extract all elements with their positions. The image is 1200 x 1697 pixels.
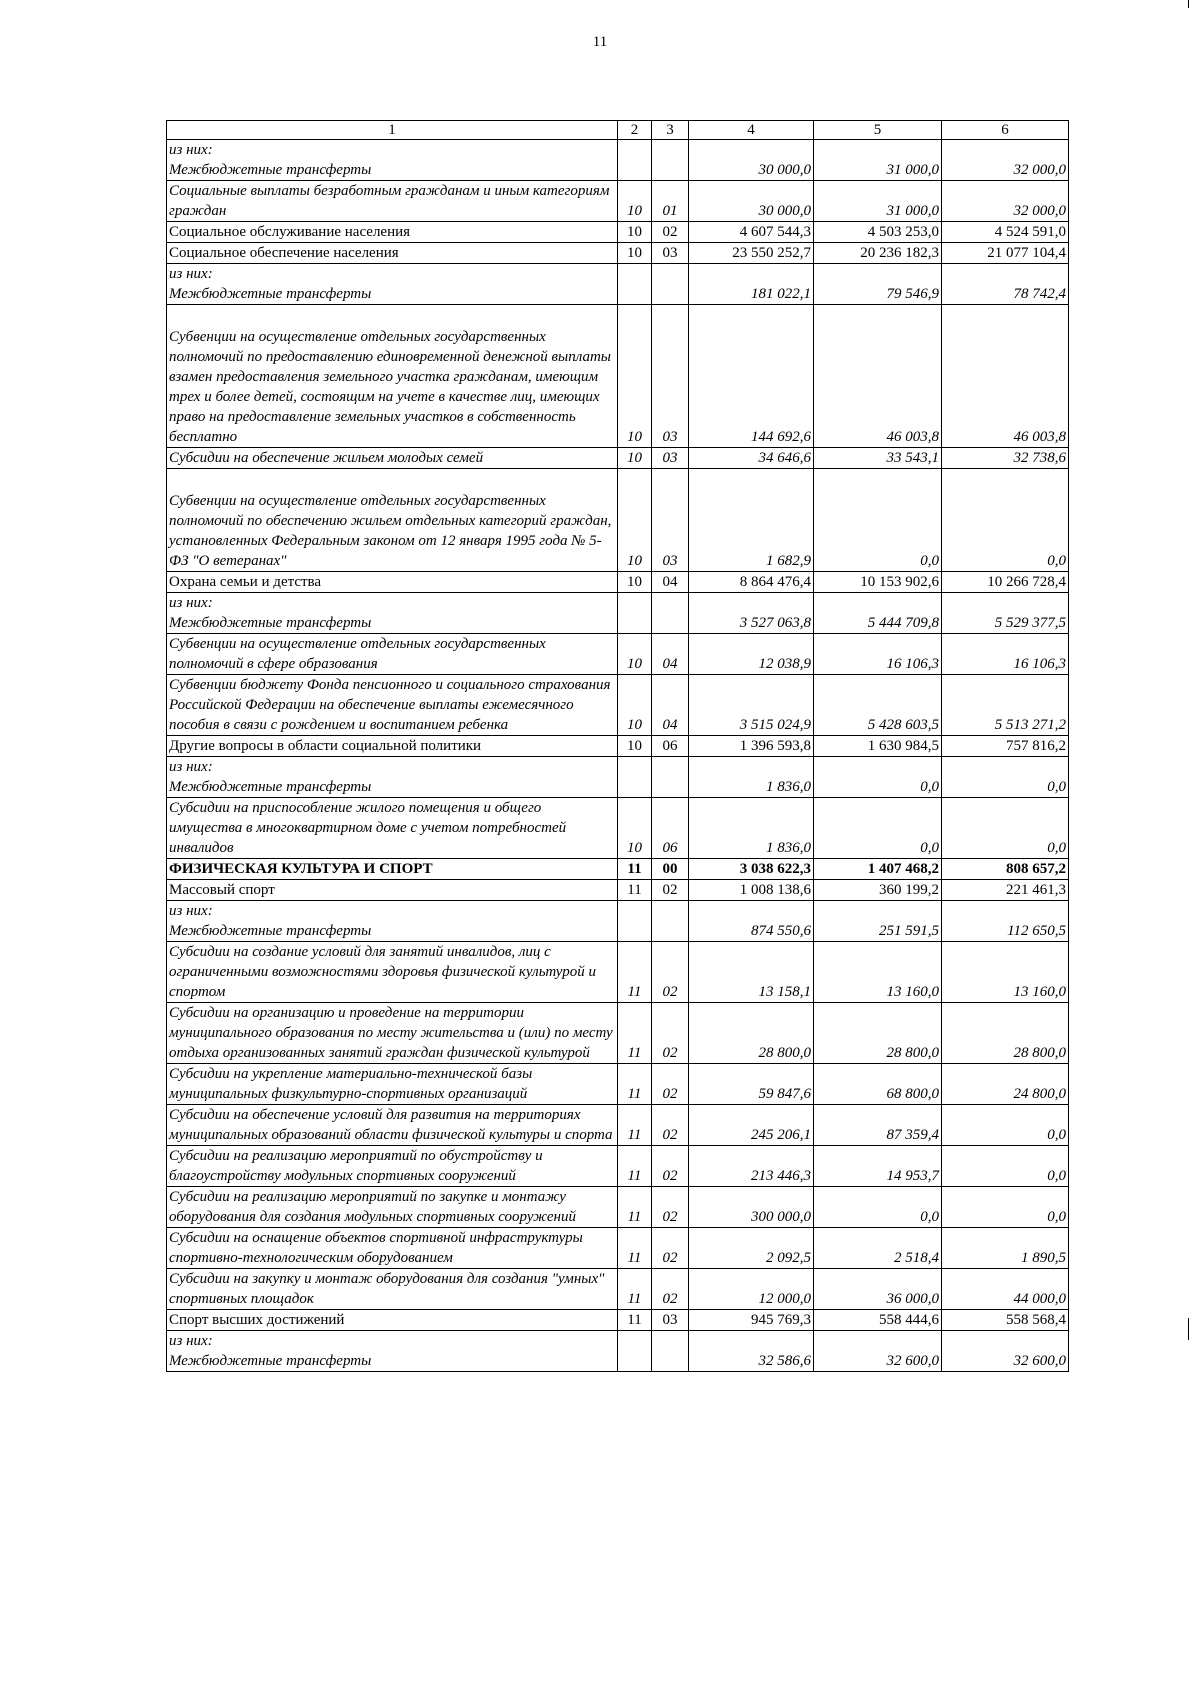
amount-col5-cell: 16 106,3 bbox=[814, 634, 942, 675]
section-code-cell: 10 bbox=[618, 634, 652, 675]
row-name-cell: Социальное обеспечение населения bbox=[167, 243, 618, 264]
amount-col5-cell: 10 153 902,6 bbox=[814, 572, 942, 593]
section-code-cell: 11 bbox=[618, 1064, 652, 1105]
amount-col4-cell: 1 396 593,8 bbox=[689, 736, 814, 757]
amount-col4-cell: 12 000,0 bbox=[689, 1269, 814, 1310]
section-code-cell: 11 bbox=[618, 1105, 652, 1146]
subsection-code-cell: 03 bbox=[652, 305, 689, 448]
amount-col6-cell: 21 077 104,4 bbox=[942, 243, 1069, 264]
table-row bbox=[167, 593, 1069, 634]
subsection-code-cell: 02 bbox=[652, 880, 689, 901]
table-row bbox=[167, 469, 1069, 572]
subsection-code-cell: 03 bbox=[652, 1310, 689, 1331]
row-name-cell: Социальное обслуживание населения bbox=[167, 222, 618, 243]
subsection-code-cell: 03 bbox=[652, 448, 689, 469]
section-code-cell: 11 bbox=[618, 859, 652, 880]
amount-col4-cell: 12 038,9 bbox=[689, 634, 814, 675]
amount-col6-cell: 32 000,0 bbox=[942, 181, 1069, 222]
section-code-cell: 10 bbox=[618, 572, 652, 593]
amount-col5-cell: 13 160,0 bbox=[814, 942, 942, 1003]
subsection-code-cell: 02 bbox=[652, 1003, 689, 1064]
row-name-cell: Субсидии на укрепление материально-технической базы муниципальных физкультурно-спортивных организаций bbox=[167, 1064, 618, 1105]
table-row bbox=[167, 1146, 1069, 1187]
amount-col6-cell: 46 003,8 bbox=[942, 305, 1069, 448]
table-row bbox=[167, 1228, 1069, 1269]
table-row bbox=[167, 1003, 1069, 1064]
amount-col4-cell: 2 092,5 bbox=[689, 1228, 814, 1269]
amount-col4-cell: 1 836,0 bbox=[689, 757, 814, 798]
amount-col5-cell: 33 543,1 bbox=[814, 448, 942, 469]
table-row bbox=[167, 572, 1069, 593]
amount-col6-cell: 1 890,5 bbox=[942, 1228, 1069, 1269]
table-row bbox=[167, 222, 1069, 243]
section-code-cell: 10 bbox=[618, 675, 652, 736]
table-row bbox=[167, 798, 1069, 859]
section-code-cell: 11 bbox=[618, 942, 652, 1003]
section-code-cell: 10 bbox=[618, 736, 652, 757]
row-name-cell: Субвенции на осуществление отдельных государственных полномочий по обеспечению жильем отдельных категорий граждан, установленных Федеральным законом от 12 января 1995 года № 5-ФЗ "О ветеранах" bbox=[167, 469, 618, 572]
table-row bbox=[167, 140, 1069, 181]
amount-col6-cell: 4 524 591,0 bbox=[942, 222, 1069, 243]
amount-col4-cell: 181 022,1 bbox=[689, 264, 814, 305]
subsection-code-cell: 06 bbox=[652, 736, 689, 757]
row-name-cell: Субвенции на осуществление отдельных государственных полномочий в сфере образования bbox=[167, 634, 618, 675]
row-name-cell: Субсидии на обеспечение жильем молодых семей bbox=[167, 448, 618, 469]
row-name-cell: из них: Межбюджетные трансферты bbox=[167, 264, 618, 305]
amount-col5-cell: 20 236 182,3 bbox=[814, 243, 942, 264]
section-code-cell: 11 bbox=[618, 1187, 652, 1228]
table-row bbox=[167, 305, 1069, 448]
section-code-cell: 10 bbox=[618, 469, 652, 572]
row-name-cell: Субсидии на реализацию мероприятий по обустройству и благоустройству модульных спортивных сооружений bbox=[167, 1146, 618, 1187]
amount-col5-cell: 36 000,0 bbox=[814, 1269, 942, 1310]
amount-col5-cell: 14 953,7 bbox=[814, 1146, 942, 1187]
scan-edge-mark-bottom bbox=[1188, 1318, 1189, 1340]
subsection-code-cell: 02 bbox=[652, 1146, 689, 1187]
subsection-code-cell: 02 bbox=[652, 1228, 689, 1269]
subsection-code-cell bbox=[652, 1331, 689, 1372]
amount-col5-cell: 2 518,4 bbox=[814, 1228, 942, 1269]
subsection-code-cell bbox=[652, 264, 689, 305]
amount-col6-cell: 13 160,0 bbox=[942, 942, 1069, 1003]
amount-col6-cell: 558 568,4 bbox=[942, 1310, 1069, 1331]
subsection-code-cell: 03 bbox=[652, 243, 689, 264]
amount-col5-cell: 28 800,0 bbox=[814, 1003, 942, 1064]
amount-col4-cell: 874 550,6 bbox=[689, 901, 814, 942]
amount-col6-cell: 5 513 271,2 bbox=[942, 675, 1069, 736]
subsection-code-cell: 04 bbox=[652, 572, 689, 593]
amount-col6-cell: 78 742,4 bbox=[942, 264, 1069, 305]
amount-col4-cell: 34 646,6 bbox=[689, 448, 814, 469]
amount-col6-cell: 0,0 bbox=[942, 1187, 1069, 1228]
amount-col5-cell: 1 630 984,5 bbox=[814, 736, 942, 757]
table-row bbox=[167, 1187, 1069, 1228]
section-code-cell: 11 bbox=[618, 1146, 652, 1187]
amount-col4-cell: 30 000,0 bbox=[689, 181, 814, 222]
amount-col4-cell: 59 847,6 bbox=[689, 1064, 814, 1105]
table-row bbox=[167, 243, 1069, 264]
section-code-cell: 10 bbox=[618, 222, 652, 243]
row-name-cell: из них: Межбюджетные трансферты bbox=[167, 140, 618, 181]
row-name-cell: из них: Межбюджетные трансферты bbox=[167, 901, 618, 942]
section-code-cell: 11 bbox=[618, 1310, 652, 1331]
amount-col5-cell: 68 800,0 bbox=[814, 1064, 942, 1105]
amount-col4-cell: 1 008 138,6 bbox=[689, 880, 814, 901]
header-cell: 4 bbox=[689, 121, 814, 140]
amount-col4-cell: 23 550 252,7 bbox=[689, 243, 814, 264]
amount-col5-cell: 5 444 709,8 bbox=[814, 593, 942, 634]
scan-edge-mark-top bbox=[1188, 0, 1189, 8]
subsection-code-cell bbox=[652, 901, 689, 942]
row-name-cell: Другие вопросы в области социальной политики bbox=[167, 736, 618, 757]
section-code-cell: 10 bbox=[618, 798, 652, 859]
amount-col4-cell: 945 769,3 bbox=[689, 1310, 814, 1331]
row-name-cell: Субвенции бюджету Фонда пенсионного и социального страхования Российской Федерации на обеспечение выплаты ежемесячного пособия в связи с рождением и воспитанием ребенка bbox=[167, 675, 618, 736]
table-row bbox=[167, 181, 1069, 222]
table-row bbox=[167, 1105, 1069, 1146]
table-row bbox=[167, 675, 1069, 736]
amount-col6-cell: 32 000,0 bbox=[942, 140, 1069, 181]
amount-col5-cell: 32 600,0 bbox=[814, 1331, 942, 1372]
table-body bbox=[167, 140, 1069, 1372]
amount-col6-cell: 0,0 bbox=[942, 798, 1069, 859]
amount-col6-cell: 808 657,2 bbox=[942, 859, 1069, 880]
amount-col6-cell: 0,0 bbox=[942, 469, 1069, 572]
amount-col6-cell: 10 266 728,4 bbox=[942, 572, 1069, 593]
section-code-cell bbox=[618, 140, 652, 181]
amount-col5-cell: 0,0 bbox=[814, 469, 942, 572]
amount-col4-cell: 245 206,1 bbox=[689, 1105, 814, 1146]
amount-col4-cell: 30 000,0 bbox=[689, 140, 814, 181]
amount-col6-cell: 32 738,6 bbox=[942, 448, 1069, 469]
amount-col6-cell: 28 800,0 bbox=[942, 1003, 1069, 1064]
row-name-cell: Спорт высших достижений bbox=[167, 1310, 618, 1331]
subsection-code-cell: 04 bbox=[652, 675, 689, 736]
amount-col5-cell: 360 199,2 bbox=[814, 880, 942, 901]
amount-col4-cell: 3 527 063,8 bbox=[689, 593, 814, 634]
amount-col5-cell: 251 591,5 bbox=[814, 901, 942, 942]
subsection-code-cell bbox=[652, 593, 689, 634]
subsection-code-cell: 01 bbox=[652, 181, 689, 222]
row-name-cell: Охрана семьи и детства bbox=[167, 572, 618, 593]
table-row bbox=[167, 264, 1069, 305]
subsection-code-cell: 00 bbox=[652, 859, 689, 880]
table-row bbox=[167, 942, 1069, 1003]
table-row bbox=[167, 901, 1069, 942]
amount-col5-cell: 0,0 bbox=[814, 757, 942, 798]
row-name-cell: из них: Межбюджетные трансферты bbox=[167, 1331, 618, 1372]
subsection-code-cell: 02 bbox=[652, 1269, 689, 1310]
section-code-cell: 11 bbox=[618, 1228, 652, 1269]
amount-col6-cell: 24 800,0 bbox=[942, 1064, 1069, 1105]
section-code-cell bbox=[618, 593, 652, 634]
table-row bbox=[167, 859, 1069, 880]
amount-col4-cell: 3 038 622,3 bbox=[689, 859, 814, 880]
amount-col5-cell: 0,0 bbox=[814, 1187, 942, 1228]
amount-col5-cell: 5 428 603,5 bbox=[814, 675, 942, 736]
amount-col6-cell: 0,0 bbox=[942, 1146, 1069, 1187]
table-row bbox=[167, 736, 1069, 757]
section-code-cell bbox=[618, 901, 652, 942]
row-name-cell: Субвенции на осуществление отдельных государственных полномочий по предоставлению единовременной денежной выплаты взамен предоставления земельного участка гражданам, имеющим трех и более детей, состоящим на учете в качестве лиц, имеющих право на предоставление земельных участков в собственность бесплатно bbox=[167, 305, 618, 448]
amount-col5-cell: 31 000,0 bbox=[814, 181, 942, 222]
table-row bbox=[167, 1269, 1069, 1310]
row-name-cell: Субсидии на оснащение объектов спортивной инфраструктуры спортивно-технологическим оборудованием bbox=[167, 1228, 618, 1269]
section-code-cell: 11 bbox=[618, 1269, 652, 1310]
amount-col5-cell: 87 359,4 bbox=[814, 1105, 942, 1146]
amount-col6-cell: 16 106,3 bbox=[942, 634, 1069, 675]
subsection-code-cell: 02 bbox=[652, 1105, 689, 1146]
row-name-cell: из них: Межбюджетные трансферты bbox=[167, 757, 618, 798]
section-code-cell bbox=[618, 1331, 652, 1372]
header-cell: 2 bbox=[618, 121, 652, 140]
header-cell: 1 bbox=[167, 121, 618, 140]
section-code-cell bbox=[618, 264, 652, 305]
subsection-code-cell: 06 bbox=[652, 798, 689, 859]
row-name-cell: Субсидии на реализацию мероприятий по закупке и монтажу оборудования для создания модульных спортивных сооружений bbox=[167, 1187, 618, 1228]
header-cell: 3 bbox=[652, 121, 689, 140]
amount-col4-cell: 32 586,6 bbox=[689, 1331, 814, 1372]
subsection-code-cell: 02 bbox=[652, 222, 689, 243]
header-cell: 6 bbox=[942, 121, 1069, 140]
amount-col5-cell: 558 444,6 bbox=[814, 1310, 942, 1331]
amount-col5-cell: 0,0 bbox=[814, 798, 942, 859]
row-name-cell: из них: Межбюджетные трансферты bbox=[167, 593, 618, 634]
amount-col4-cell: 300 000,0 bbox=[689, 1187, 814, 1228]
amount-col4-cell: 4 607 544,3 bbox=[689, 222, 814, 243]
amount-col6-cell: 5 529 377,5 bbox=[942, 593, 1069, 634]
section-code-cell: 10 bbox=[618, 181, 652, 222]
amount-col6-cell: 32 600,0 bbox=[942, 1331, 1069, 1372]
row-name-cell: Массовый спорт bbox=[167, 880, 618, 901]
section-code-cell: 10 bbox=[618, 243, 652, 264]
header-cell: 5 bbox=[814, 121, 942, 140]
subsection-code-cell: 02 bbox=[652, 942, 689, 1003]
row-name-cell: ФИЗИЧЕСКАЯ КУЛЬТУРА И СПОРТ bbox=[167, 859, 618, 880]
section-code-cell: 10 bbox=[618, 305, 652, 448]
amount-col4-cell: 3 515 024,9 bbox=[689, 675, 814, 736]
row-name-cell: Субсидии на обеспечение условий для развития на территориях муниципальных образований области физической культуры и спорта bbox=[167, 1105, 618, 1146]
amount-col4-cell: 1 682,9 bbox=[689, 469, 814, 572]
section-code-cell: 11 bbox=[618, 1003, 652, 1064]
subsection-code-cell: 02 bbox=[652, 1064, 689, 1105]
subsection-code-cell: 04 bbox=[652, 634, 689, 675]
amount-col5-cell: 46 003,8 bbox=[814, 305, 942, 448]
page-number: 11 bbox=[592, 34, 608, 50]
amount-col6-cell: 0,0 bbox=[942, 757, 1069, 798]
amount-col6-cell: 112 650,5 bbox=[942, 901, 1069, 942]
table-row bbox=[167, 1310, 1069, 1331]
section-code-cell: 11 bbox=[618, 880, 652, 901]
table-row bbox=[167, 1331, 1069, 1372]
table-row bbox=[167, 880, 1069, 901]
section-code-cell: 10 bbox=[618, 448, 652, 469]
amount-col5-cell: 4 503 253,0 bbox=[814, 222, 942, 243]
amount-col4-cell: 8 864 476,4 bbox=[689, 572, 814, 593]
table-row bbox=[167, 1064, 1069, 1105]
header-row bbox=[167, 121, 1069, 140]
amount-col6-cell: 0,0 bbox=[942, 1105, 1069, 1146]
amount-col4-cell: 1 836,0 bbox=[689, 798, 814, 859]
amount-col5-cell: 1 407 468,2 bbox=[814, 859, 942, 880]
row-name-cell: Субсидии на создание условий для занятий инвалидов, лиц с ограниченными возможностями здоровья физической культурой и спортом bbox=[167, 942, 618, 1003]
row-name-cell: Субсидии на закупку и монтаж оборудования для создания "умных" спортивных площадок bbox=[167, 1269, 618, 1310]
amount-col6-cell: 757 816,2 bbox=[942, 736, 1069, 757]
amount-col4-cell: 13 158,1 bbox=[689, 942, 814, 1003]
subsection-code-cell bbox=[652, 757, 689, 798]
table-row bbox=[167, 634, 1069, 675]
subsection-code-cell: 03 bbox=[652, 469, 689, 572]
row-name-cell: Субсидии на приспособление жилого помещения и общего имущества в многоквартирном доме с учетом потребностей инвалидов bbox=[167, 798, 618, 859]
amount-col6-cell: 44 000,0 bbox=[942, 1269, 1069, 1310]
subsection-code-cell bbox=[652, 140, 689, 181]
amount-col4-cell: 28 800,0 bbox=[689, 1003, 814, 1064]
amount-col5-cell: 79 546,9 bbox=[814, 264, 942, 305]
subsection-code-cell: 02 bbox=[652, 1187, 689, 1228]
table-row bbox=[167, 757, 1069, 798]
row-name-cell: Субсидии на организацию и проведение на территории муниципального образования по месту жительства и (или) по месту отдыха организованных занятий граждан физической культурой bbox=[167, 1003, 618, 1064]
row-name-cell: Социальные выплаты безработным гражданам и иным категориям граждан bbox=[167, 181, 618, 222]
amount-col5-cell: 31 000,0 bbox=[814, 140, 942, 181]
section-code-cell bbox=[618, 757, 652, 798]
budget-table bbox=[166, 120, 1069, 1372]
amount-col6-cell: 221 461,3 bbox=[942, 880, 1069, 901]
amount-col4-cell: 213 446,3 bbox=[689, 1146, 814, 1187]
amount-col4-cell: 144 692,6 bbox=[689, 305, 814, 448]
table-row bbox=[167, 448, 1069, 469]
